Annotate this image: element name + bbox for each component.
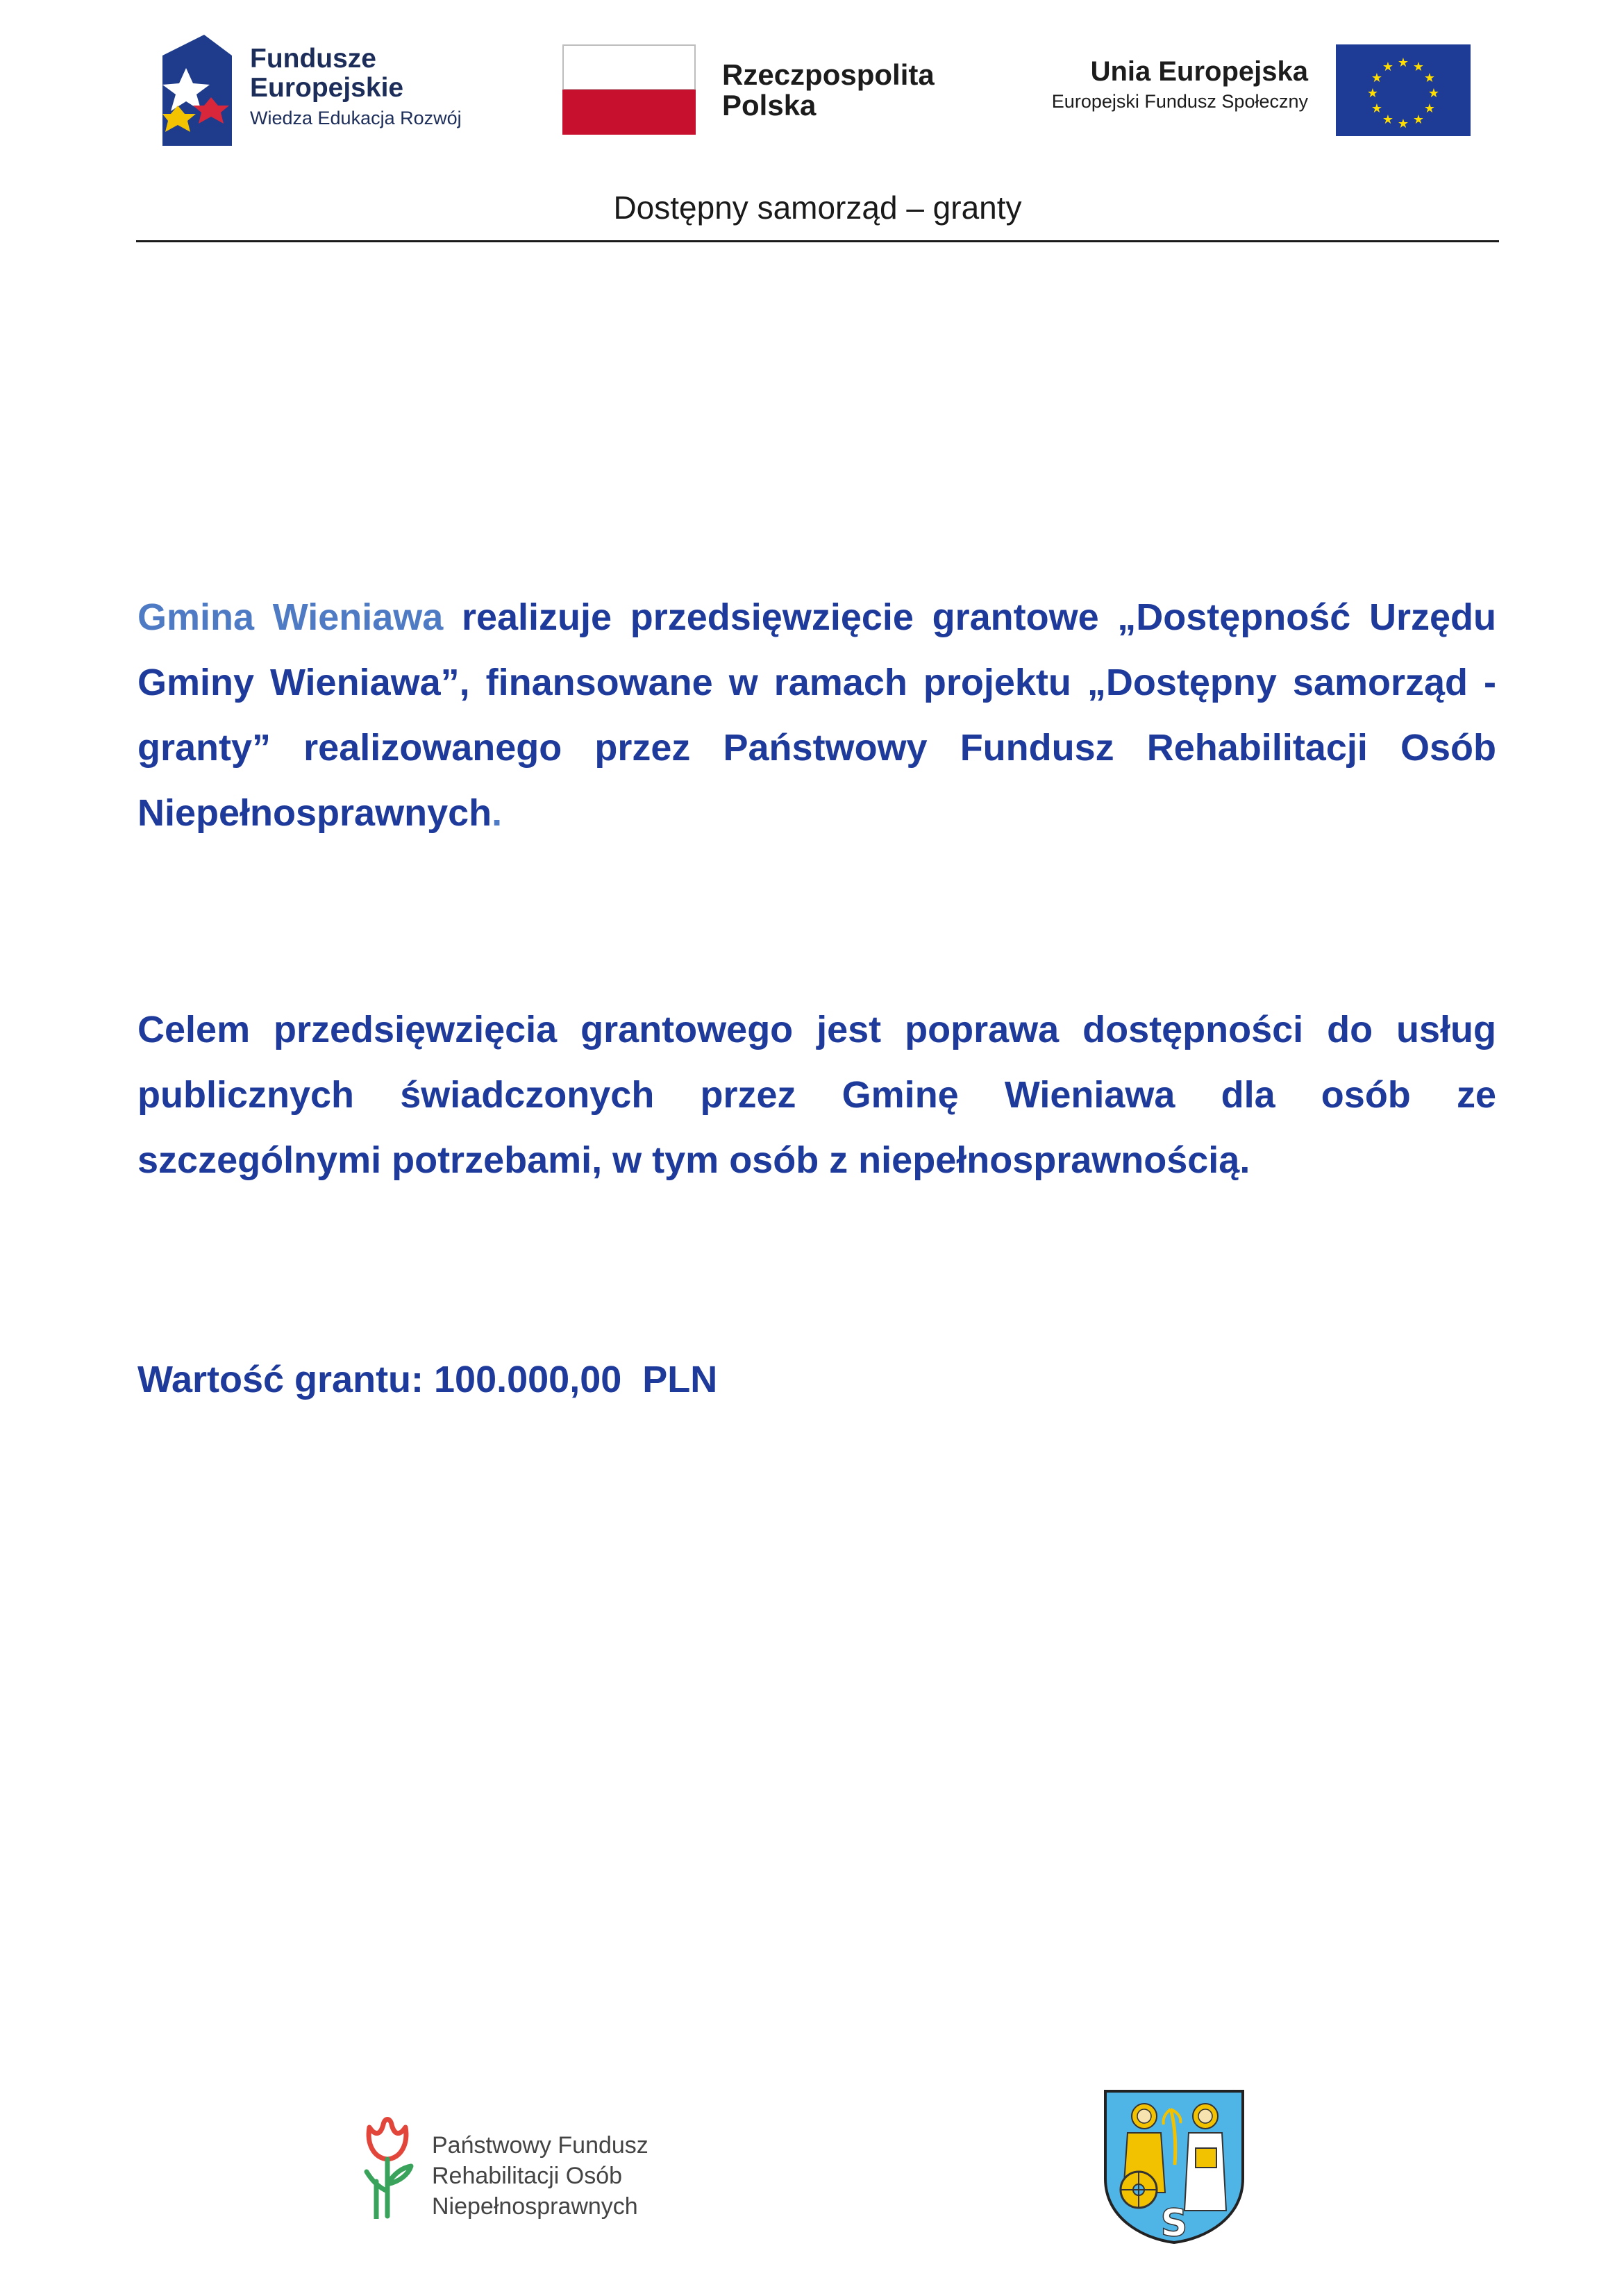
svg-text:★: ★ xyxy=(1423,71,1436,85)
pfron-text xyxy=(432,2130,648,2222)
grant-value: Wartość grantu: 100.000,00 PLN xyxy=(137,1359,718,1400)
paragraph-intro-end: . xyxy=(492,792,503,834)
paragraph-goal: Celem przedsięwzięcia grantowego jest poprawa dostępności do usług publicznych świadczonych przez Gminę Wieniawa dla osób ze szczególnymi potrzebami, w tym osób z niepełnosprawnością. xyxy=(137,1009,1496,1181)
fundusze-europejskie-logo-icon xyxy=(162,28,232,146)
fundusze-subtitle: Wiedza Edukacja Rozwój xyxy=(250,108,462,128)
fundusze-europejskie-text xyxy=(250,44,462,133)
svg-text:★: ★ xyxy=(1412,112,1425,127)
pfron-line2: Rehabilitacji Osób xyxy=(432,2163,623,2189)
svg-text:★: ★ xyxy=(1423,101,1436,116)
svg-text:★: ★ xyxy=(1371,101,1383,116)
pfron-line1: Państwowy Fundusz xyxy=(432,2132,648,2159)
svg-text:★: ★ xyxy=(1366,86,1379,101)
rzeczpospolita-line2: Polska xyxy=(722,89,817,121)
fundusze-title-line1: Fundusze xyxy=(250,44,376,74)
paragraph-intro-text: realizuje przedsięwzięcie grantowe „Dostępność Urzędu Gminy Wieniawa”, finansowane w ramach projektu „Dostępny samorząd - granty” realizowanego przez Państwowy Fundusz Rehabilitacji Osób Niepełnosprawnych xyxy=(137,596,1496,834)
svg-text:★: ★ xyxy=(1371,71,1383,85)
svg-text:S: S xyxy=(1160,2201,1188,2245)
document-header-title: Dostępny samorząd – granty xyxy=(613,190,1022,226)
svg-text:★: ★ xyxy=(1397,56,1409,70)
svg-text:★: ★ xyxy=(1412,60,1425,74)
municipality-name: Gmina Wieniawa xyxy=(137,596,444,638)
ue-subtitle: Europejski Fundusz Społeczny xyxy=(1051,91,1308,112)
svg-text:★: ★ xyxy=(1382,112,1394,127)
pfron-tulip-icon xyxy=(361,2115,417,2219)
rzeczpospolita-line1: Rzeczpospolita xyxy=(722,58,935,91)
fundusze-title-line2: Europejskie xyxy=(250,73,404,103)
svg-text:★: ★ xyxy=(1397,117,1409,131)
rzeczpospolita-text xyxy=(722,60,935,121)
svg-text:★: ★ xyxy=(1382,60,1394,74)
unia-europejska-text xyxy=(1028,56,1308,115)
svg-text:★: ★ xyxy=(1428,86,1440,101)
pfron-line3: Niepełnosprawnych xyxy=(432,2193,638,2220)
header-divider xyxy=(136,240,1499,242)
ue-title: Unia Europejska xyxy=(1090,56,1308,87)
polish-flag-icon xyxy=(562,44,696,135)
eu-flag-icon xyxy=(1336,44,1471,136)
coat-of-arms-icon xyxy=(1103,2088,1246,2245)
paragraph-intro xyxy=(137,585,1496,846)
